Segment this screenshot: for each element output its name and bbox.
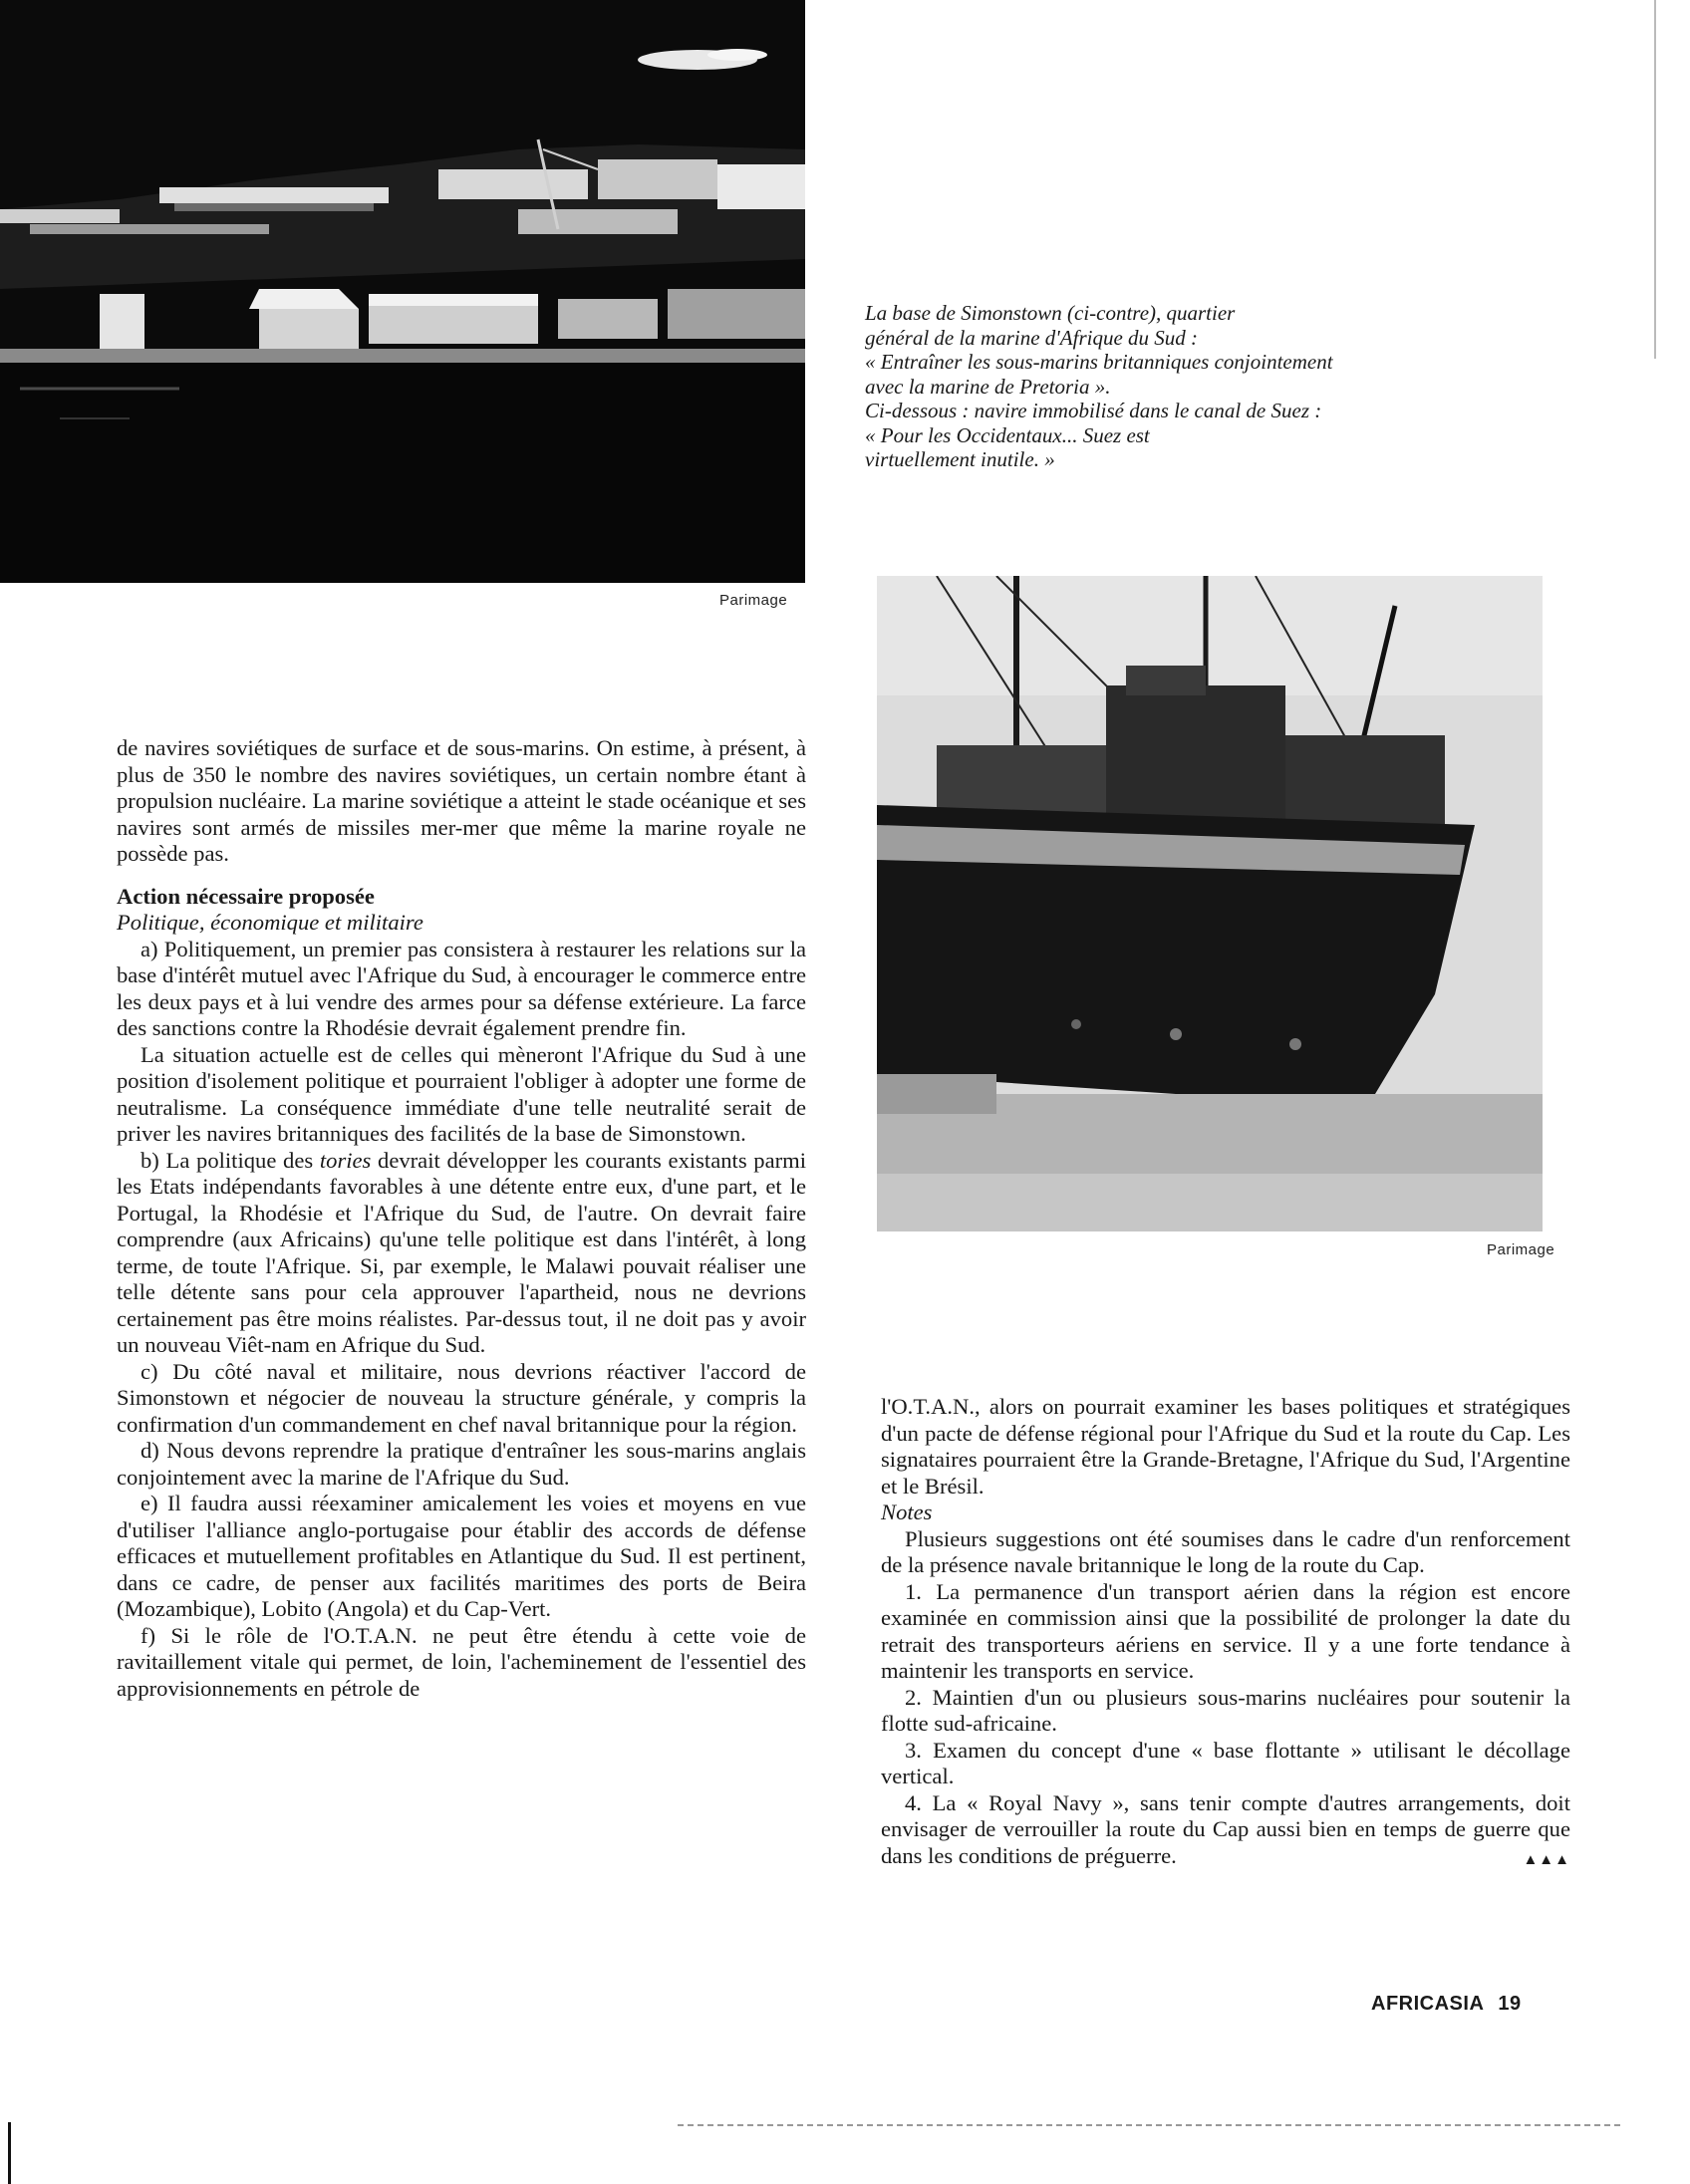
scan-artifact-edge [1654,0,1656,359]
harbour-photo-credit: Parimage [719,592,788,609]
notes-intro: Plusieurs suggestions ont été soumises dans le cadre d'un renforcement de la présence navale britannique le long de la route du Cap. [881,1525,1570,1577]
note-4-text: 4. La « Royal Navy », sans tenir compte d'autres arrangements, doit envisager de verrouiller la route du Cap aussi bien en temps de guerre que dans les conditions de préguerre. [881,1789,1570,1868]
caption-line: général de la marine d'Afrique du Sud : [865,325,1199,350]
note-3: 3. Examen du concept d'une « base flottante » utilisant le décollage vertical. [881,1737,1570,1788]
note-2: 2. Maintien d'un ou plusieurs sous-marins nucléaires pour soutenir la flotte sud-africaine. [881,1684,1570,1736]
page-footer [1371,1993,1522,2016]
section-subheading: Politique, économique et militaire [117,910,423,935]
paragraph-e: e) Il faudra aussi réexaminer amicalement les voies et moyens en vue d'utiliser l'alliance anglo-portugaise pour établir des accords de défense efficaces et mutuellement profitables en Atlantique du Sud. Il est pertinent, dans ce cadre, de penser aux facilités maritimes des ports de Beira (Mozambique), Lobito (Angola) et du Cap-Vert. [117,1491,806,1621]
scan-artifact-mark [8,2122,11,2184]
ship-photo-credit: Parimage [1487,1241,1555,1258]
left-text-column [117,735,806,1702]
paragraph-b-start: b) La politique des [141,1147,320,1173]
paragraph-d: d) Nous devons reprendre la pratique d'entraîner les sous-marins anglais conjointement avec la marine de l'Afrique du Sud. [117,1438,806,1490]
harbour-photo-drawing [0,0,805,583]
right-text-column [881,1394,1570,1873]
paragraph-b [117,1148,806,1359]
continuation-paragraph: l'O.T.A.N., alors on pourrait examiner les bases politiques et stratégiques d'un pacte de défense régional pour l'Afrique du Sud et la route du Cap. Les signataires pourraient être la Grande-Bretagne, l'Afrique du Sud, l'Argentine et le Brésil. [881,1394,1570,1499]
paragraph-b-italic: tories [319,1147,372,1173]
paragraph-situation: La situation actuelle est de celles qui mèneront l'Afrique du Sud à une position d'isolement politique et pourraient l'obliger à adopter une forme de neutralisme. La conséquence immédiate d'une telle neutralité serait de priver les navires britanniques des facilités de la base de Simonstown. [117,1041,806,1146]
caption-line: avec la marine de Pretoria ». [865,374,1111,399]
note-1: 1. La permanence d'un transport aérien dans la région est encore examinée en commission ainsi que la possibilité de prolonger la date du retrait des transporteurs aériens en service. Il y a une forte tendance à maintenir les transports en service. [881,1578,1570,1683]
section-heading: Action nécessaire proposée [117,883,375,909]
photo-caption [865,301,1443,472]
paragraph-f: f) Si le rôle de l'O.T.A.N. ne peut être étendu à cette voie de ravitaillement vitale qui permet, de loin, l'acheminement de l'essentiel des approvisionnements en pétrole de [117,1622,806,1701]
paragraph-a: a) Politiquement, un premier pas consistera à restaurer les relations sur la base d'intérêt mutuel avec l'Afrique du Sud, à encourager le commerce entre les deux pays et à lui vendre des armes pour sa défense extérieure. La farce des sanctions contre la Rhodésie devrait également prendre fin. [117,936,806,1040]
intro-paragraph: de navires soviétiques de surface et de sous-marins. On estime, à présent, à plus de 350 le nombre des navires soviétiques, un certain nombre étant à propulsion nucléaire. La marine soviétique a atteint le stade océanique et ses navires sont armés de missiles mer-mer que même la marine royale ne possède pas. [117,735,806,866]
paragraph-b-rest: devrait développer les courants existants parmi les Etats indépendants favorables à une détente entre eux, d'une part, et le Portugal, la Rhodésie et l'Afrique du Sud, de l'autre. On devrait faire comprendre (aux Africains) qu'une telle politique est dans l'intérêt, à long terme, de toute l'Afrique. Si, par exemple, le Malawi pouvait réaliser une telle détente sans pour cela approuver l'apartheid, nous ne devrions certainement pas être moins réalistes. Par-dessus tout, il ne doit pas y avoir un nouveau Viêt-nam en Afrique du Sud. [117,1147,807,1357]
caption-line: « Entraîner les sous-marins britanniques conjointement [865,350,1333,374]
caption-line: « Pour les Occidentaux... Suez est [865,422,1150,447]
paragraph-c: c) Du côté naval et militaire, nous devrions réactiver l'accord de Simonstown et négocier de nouveau la structure générale, y compris la confirmation d'un commandement en chef naval britannique pour la région. [117,1358,806,1437]
page-number: 19 [1498,1993,1522,2015]
caption-line: Ci-dessous : navire immobilisé dans le canal de Suez : [865,399,1322,422]
ship-photo-drawing [877,576,1543,1231]
note-4 [881,1790,1570,1870]
end-mark: ▲▲▲ [1523,1851,1570,1868]
caption-line: virtuellement inutile. » [865,447,1055,471]
publication-name: AFRICASIA [1371,1993,1485,2015]
ship-photo [877,576,1543,1231]
scan-artifact-line [678,2124,1620,2126]
caption-line: La base de Simonstown (ci-contre), quartier [865,301,1236,325]
notes-heading: Notes [881,1500,933,1524]
harbour-photo [0,0,805,583]
